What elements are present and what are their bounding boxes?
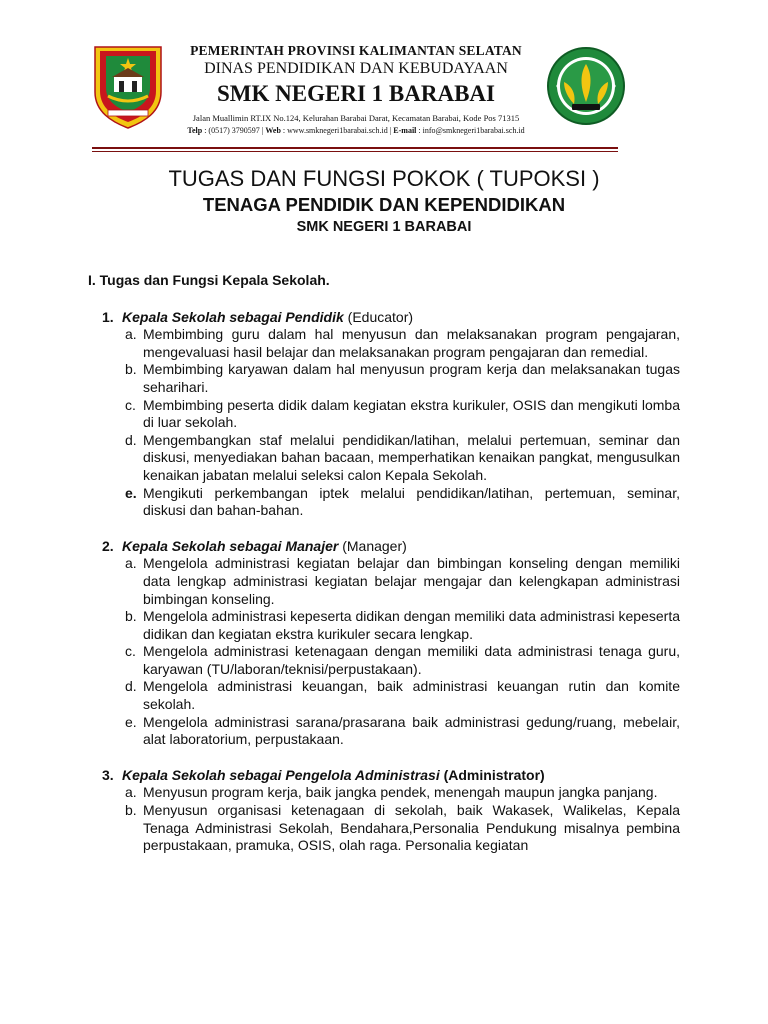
section-heading: I. Tugas dan Fungsi Kepala Sekolah. xyxy=(88,272,330,288)
subsection-title xyxy=(122,538,407,556)
list-item xyxy=(125,361,680,396)
item-text: Mengelola administrasi ketenagaan dengan memiliki data administrasi tenaga guru, karyawan (TU/laboran/teknisi/perpustakaan). xyxy=(143,643,680,677)
item-letter: c. xyxy=(125,396,136,413)
item-letter: b. xyxy=(125,608,137,625)
item-text: Membimbing karyawan dalam hal menyusun program kerja dan melaksanakan tugas seharihari. xyxy=(143,361,680,395)
province-coat-of-arms-icon xyxy=(92,44,164,130)
web-label: Web xyxy=(265,126,281,135)
item-list xyxy=(88,784,680,854)
web-value: : www.smknegeri1barabai.sch.id | xyxy=(282,126,392,135)
subsection-number: 3. xyxy=(102,766,114,783)
list-item xyxy=(125,643,680,678)
list-item xyxy=(125,714,680,749)
item-text: Menyusun organisasi ketenagaan di sekolah, baik Wakasek, Walikelas, Kepala Tenaga Administrasi Sekolah, Bendahara,Personalia Pendukung misalnya pembina perpustakaan, pramuka, OSIS, olah raga. Personalia kegiatan xyxy=(143,802,680,854)
item-letter: a. xyxy=(125,784,137,801)
item-letter: d. xyxy=(125,678,137,695)
subsection-title-rest: (Educator) xyxy=(343,308,414,325)
letterhead-contact xyxy=(166,126,546,135)
subsection-administrator xyxy=(88,767,680,855)
email-label: E-mail xyxy=(393,126,417,135)
letterhead-address: Jalan Muallimin RT.IX No.124, Kelurahan Barabai Darat, Kecamatan Barabai, Kode Pos 71315 xyxy=(192,113,520,123)
subsection-heading xyxy=(102,767,680,785)
list-item xyxy=(125,784,680,802)
email-value: : info@smknegeri1barabai.sch.id xyxy=(418,126,525,135)
item-text: Mengelola administrasi sarana/prasarana baik administrasi gedung/ruang, mebelair, alat laboratorium, perpustakaan. xyxy=(143,713,680,748)
list-item xyxy=(125,608,680,643)
subsection-title-rest: (Manager) xyxy=(338,537,407,554)
item-letter: b. xyxy=(125,802,137,819)
school-emblem-icon xyxy=(546,46,626,126)
list-item xyxy=(125,485,680,520)
item-letter: d. xyxy=(125,431,137,448)
list-item xyxy=(125,326,680,361)
telp-value: : (0517) 3790597 | xyxy=(204,126,264,135)
subsection-title xyxy=(122,767,545,785)
item-letter: c. xyxy=(125,643,136,660)
subsection-heading xyxy=(102,309,680,327)
letterhead-department: DINAS PENDIDIKAN DAN KEBUDAYAAN xyxy=(204,60,508,77)
document-school: SMK NEGERI 1 BARABAI xyxy=(296,219,472,235)
item-text: Mengikuti perkembangan iptek melalui pendidikan/latihan, pertemuan, seminar, diskusi dan bahan-bahan. xyxy=(143,484,680,519)
item-text: Membimbing guru dalam hal menyusun dan melaksanakan program pengajaran, mengevaluasi hasil belajar dan melaksanakan program pengajaran dan remedial. xyxy=(143,326,680,360)
item-letter: a. xyxy=(125,555,137,572)
item-list xyxy=(88,555,680,749)
item-letter: b. xyxy=(125,361,137,378)
list-item xyxy=(125,432,680,485)
item-text: Mengelola administrasi keuangan, baik administrasi keuangan rutin dan komite sekolah. xyxy=(143,678,680,713)
telp-label: Telp xyxy=(187,126,203,135)
item-text: Mengelola administrasi kegiatan belajar dan bimbingan konseling dengan memiliki data lengkap administrasi kegiatan belajar mengajar dan kelengkapan administrasi bimbingan konseling. xyxy=(143,555,680,607)
document-body xyxy=(88,272,680,873)
item-text: Menyusun program kerja, baik jangka pendek, menengah maupun jangka panjang. xyxy=(143,784,658,801)
subsection-heading xyxy=(102,538,680,556)
list-item xyxy=(125,397,680,432)
document-title: TUGAS DAN FUNGSI POKOK ( TUPOKSI ) xyxy=(168,166,600,191)
list-item xyxy=(125,678,680,713)
subsection-educator xyxy=(88,309,680,520)
item-letter: e. xyxy=(125,713,137,730)
subsection-number: 2. xyxy=(102,537,114,554)
subsection-number: 1. xyxy=(102,308,114,325)
item-text: Membimbing peserta didik dalam kegiatan ekstra kurikuler, OSIS dan mengikuti lomba di luar sekolah. xyxy=(143,396,680,431)
subsection-title xyxy=(122,309,413,327)
subsection-title-italic: Kepala Sekolah sebagai Pendidik xyxy=(122,308,344,325)
item-letter: a. xyxy=(125,326,137,343)
item-letter: e. xyxy=(125,484,137,501)
item-text: Mengelola administrasi kepeserta didikan dengan memiliki data administrasi kepeserta didikan dan kegiatan ekstra kurikuler secara lengkap. xyxy=(143,608,680,642)
subsection-title-rest: (Administrator) xyxy=(439,766,545,783)
letterhead-school-name: SMK NEGERI 1 BARABAI xyxy=(217,81,495,106)
subsection-manager xyxy=(88,538,680,749)
document-subtitle: TENAGA PENDIDIK DAN KEPENDIDIKAN xyxy=(202,194,566,215)
list-item xyxy=(125,802,680,855)
subsection-title-italic: Kepala Sekolah sebagai Pengelola Administrasi xyxy=(122,766,440,783)
item-text: Mengembangkan staf melalui pendidikan/latihan, melalui pertemuan, seminar dan diskusi, menyediakan bahan bacaan, memperhatikan kenaikan pangkat, mengusulkan kenaikan jabatan melalui seleksi calon Kepala Sekolah. xyxy=(143,431,680,483)
letterhead-government: PEMERINTAH PROVINSI KALIMANTAN SELATAN xyxy=(190,43,522,58)
letterhead-divider xyxy=(92,147,618,149)
item-list xyxy=(88,326,680,520)
list-item xyxy=(125,555,680,608)
letterhead-divider-thin xyxy=(92,151,618,152)
subsection-title-italic: Kepala Sekolah sebagai Manajer xyxy=(122,537,339,554)
